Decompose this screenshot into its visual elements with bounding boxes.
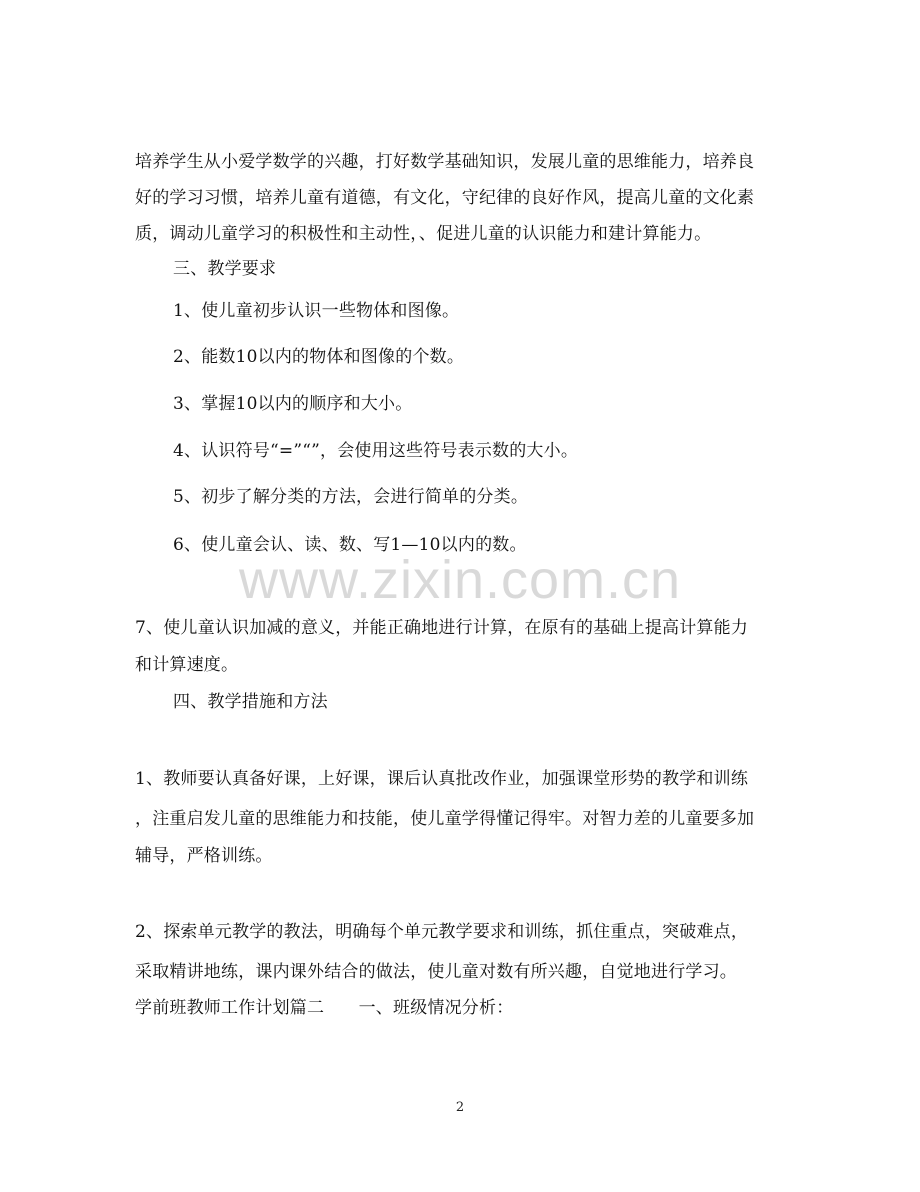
paragraph-line: 和计算速度。 [135,655,239,675]
page-number: 2 [455,1100,465,1115]
section-heading: 三、教学要求 [173,259,277,279]
watermark: www.zixin.com.cn [238,550,682,610]
paragraph-line: 辅导，严格训练。 [135,846,273,866]
list-item: 7、使儿童认识加减的意义，并能正确地进行计算，在原有的基础上提高计算能力 [135,618,749,638]
paragraph-line: 培养学生从小爱学数学的兴趣，打好数学基础知识，发展儿童的思维能力，培养良 [135,152,755,172]
list-item: 6、使儿童会认、读、数、写1—10以内的数。 [173,535,527,555]
paragraph-line: 1、教师要认真备好课，上好课，课后认真批改作业，加强课堂形势的教学和训练 [135,769,749,789]
list-item: 4、认识符号“=”“”，会使用这些符号表示数的大小。 [173,441,579,461]
list-item: 1、使儿童初步认识一些物体和图像。 [173,301,460,321]
paragraph-line: ，注重启发儿童的思维能力和技能，使儿童学得懂记得牢。对智力差的儿童要多加 [135,809,755,829]
paragraph-line: 2、探索单元教学的教法，明确每个单元教学要求和训练，抓住重点，突破难点， [135,922,749,942]
paragraph-line: 学前班教师工作计划篇二 一、班级情况分析： [135,998,514,1018]
paragraph-line: 质，调动儿童学习的积极性和主动性，、促进儿童的认识能力和建计算能力。 [135,224,712,244]
paragraph-line: 好的学习习惯，培养儿童有道德，有文化，守纪律的良好作风，提高儿童的文化素 [135,188,755,208]
section-heading: 四、教学措施和方法 [173,692,328,712]
list-item: 2、能数10以内的物体和图像的个数。 [173,347,465,367]
list-item: 3、掌握10以内的顺序和大小。 [173,394,413,414]
paragraph-line: 采取精讲地练，课内课外结合的做法，使儿童对数有所兴趣，自觉地进行学习。 [135,962,737,982]
list-item: 5、初步了解分类的方法，会进行简单的分类。 [173,487,529,507]
